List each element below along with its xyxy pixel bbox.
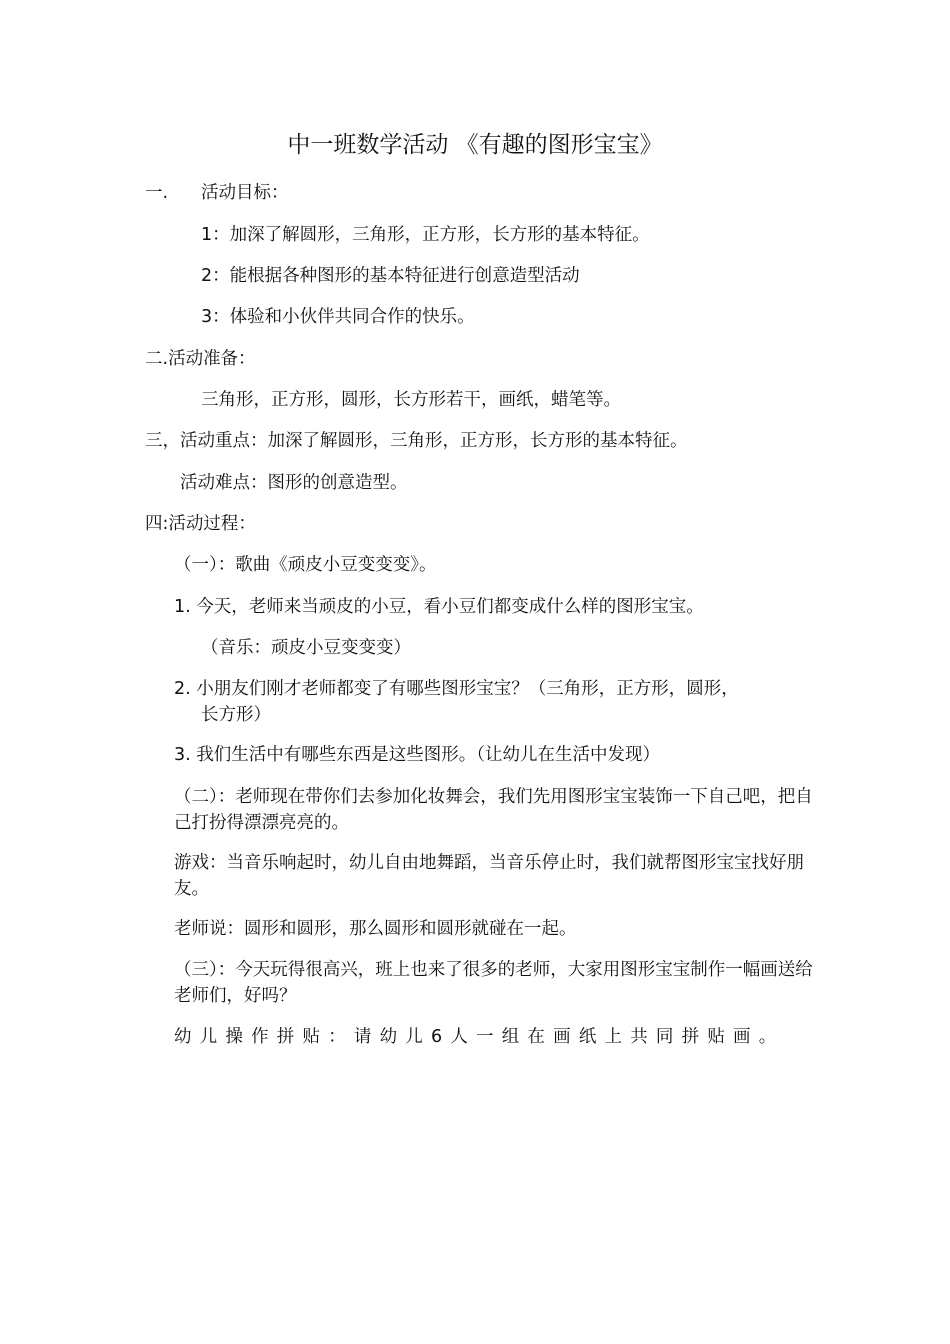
- difficulty-text: 活动难点：图形的创意造型。: [180, 473, 408, 493]
- step3-text: 3. 我们生活中有哪些东西是这些图形。（让幼儿在生活中发现）: [174, 745, 661, 765]
- goal-item-2: 2：能根据各种图形的基本特征进行创意造型活动: [201, 266, 580, 286]
- music-note: （音乐：顽皮小豆变变变）: [201, 638, 411, 658]
- section3-heading: 三，活动重点：加深了解圆形，三角形，正方形，长方形的基本特征。: [145, 431, 688, 451]
- section1-number: 一.: [145, 183, 169, 203]
- part3-text: （三）：今天玩得很高兴，班上也来了很多的老师，大家用图形宝宝制作一幅画送给老师们，好吗？: [174, 960, 813, 1006]
- step1-text: 1. 今天，老师来当顽皮的小豆，看小豆们都变成什么样的图形宝宝。: [174, 597, 704, 617]
- part1-heading: （一）：歌曲《顽皮小豆变变变》。: [174, 555, 437, 575]
- step2-line2: 长方形）: [201, 705, 271, 725]
- goal-item-3: 3：体验和小伙伴共同合作的快乐。: [201, 307, 475, 327]
- section4-heading: 四:活动过程：: [145, 514, 256, 534]
- step2-line1: 2. 小朋友们刚才老师都变了有哪些图形宝宝？（三角形，正方形，圆形，: [174, 679, 739, 699]
- operation-text: 幼儿操作拼贴：请幼儿6人一组在画纸上共同拼贴画。: [174, 1027, 785, 1047]
- goal-item-1: 1：加深了解圆形，三角形，正方形，长方形的基本特征。: [201, 225, 650, 245]
- part2-text: （二）：老师现在带你们去参加化妆舞会，我们先用图形宝宝装饰一下自己吧，把自己打扮得漂漂亮亮的。: [174, 787, 813, 833]
- section1-heading: 活动目标：: [201, 183, 289, 203]
- preparation-text: 三角形，正方形，圆形，长方形若干，画纸，蜡笔等。: [201, 390, 621, 410]
- teacher-says-text: 老师说：圆形和圆形，那么圆形和圆形就碰在一起。: [174, 919, 577, 939]
- game-text: 游戏：当音乐响起时，幼儿自由地舞蹈，当音乐停止时，我们就帮图形宝宝找好朋友。: [174, 853, 804, 899]
- section2-heading: 二.活动准备：: [145, 349, 256, 369]
- document-title: 中一班数学活动 《有趣的图形宝宝》: [287, 132, 663, 158]
